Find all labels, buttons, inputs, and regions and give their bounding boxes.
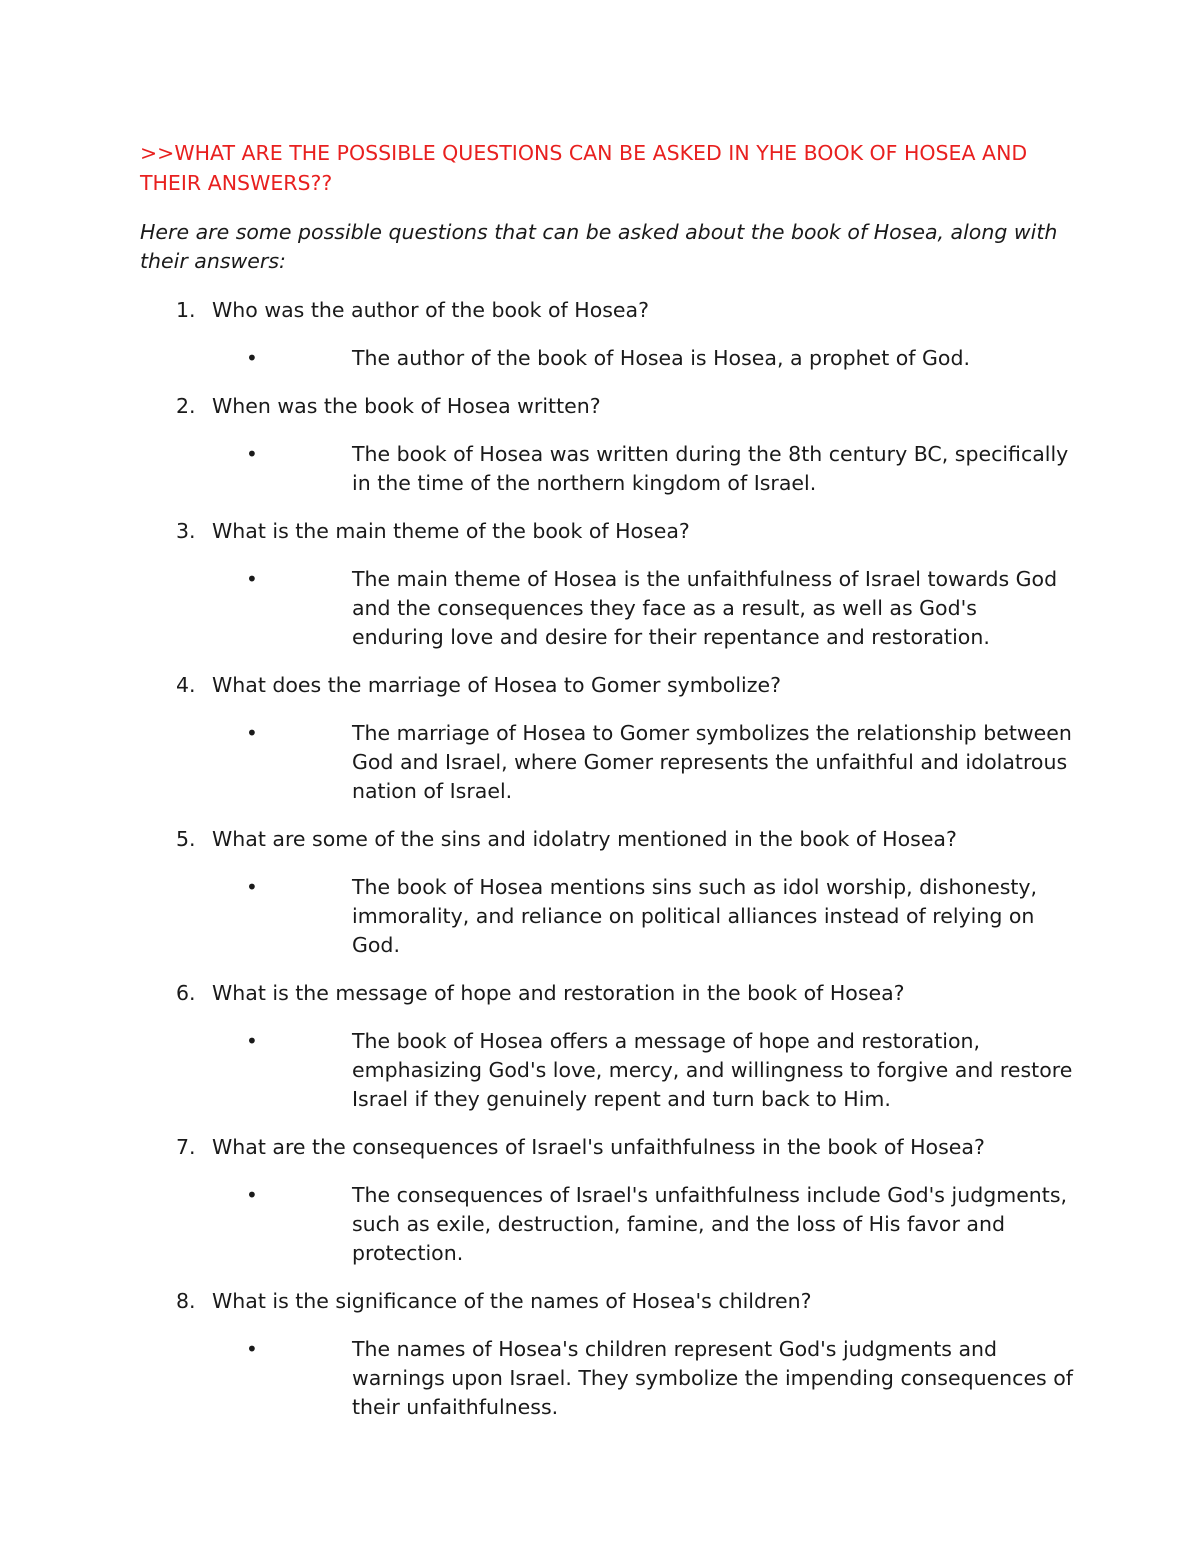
answer-body bbox=[210, 565, 1075, 652]
list-item bbox=[140, 517, 1075, 652]
bullet-icon: • bbox=[246, 1029, 258, 1053]
question-number: 1. bbox=[176, 298, 196, 322]
document-page bbox=[140, 138, 1075, 1441]
answer-body bbox=[210, 1027, 1075, 1114]
answer-body bbox=[210, 440, 1075, 498]
answer-item bbox=[140, 344, 1075, 373]
list-item bbox=[140, 1133, 1075, 1268]
bullet-icon: • bbox=[246, 346, 258, 370]
answer-body bbox=[210, 719, 1075, 806]
list-item bbox=[140, 825, 1075, 960]
answer-item bbox=[140, 1335, 1075, 1422]
list-item bbox=[140, 1287, 1075, 1422]
question-text: What are the consequences of Israel's unfaithfulness in the book of Hosea? bbox=[212, 1135, 985, 1159]
bullet-icon: • bbox=[246, 567, 258, 591]
question-text: When was the book of Hosea written? bbox=[212, 394, 601, 418]
answer-body bbox=[210, 1335, 1075, 1422]
question-number: 4. bbox=[176, 673, 196, 697]
question-text: What does the marriage of Hosea to Gomer symbolize? bbox=[212, 673, 781, 697]
answer-text: The book of Hosea mentions sins such as idol worship, dishonesty, immorality, and reliance on political alliances instead of relying on God. bbox=[352, 875, 1038, 957]
answer-text: The book of Hosea was written during the 8th century BC, specifically in the time of the northern kingdom of Israel. bbox=[352, 442, 1069, 495]
answer-item bbox=[140, 873, 1075, 960]
answer-text: The names of Hosea's children represent God's judgments and warnings upon Israel. They symbolize the impending consequences of their unfaithfulness. bbox=[352, 1337, 1074, 1419]
list-item bbox=[140, 671, 1075, 806]
question-list bbox=[140, 296, 1075, 1422]
bullet-icon: • bbox=[246, 1183, 258, 1207]
question-text: What is the significance of the names of Hosea's children? bbox=[212, 1289, 812, 1313]
question-number: 6. bbox=[176, 981, 196, 1005]
question-text: Who was the author of the book of Hosea? bbox=[212, 298, 649, 322]
answer-text: The consequences of Israel's unfaithfulness include God's judgments, such as exile, destruction, famine, and the loss of His favor and protection. bbox=[352, 1183, 1068, 1265]
question-number: 3. bbox=[176, 519, 196, 543]
page-title: >>WHAT ARE THE POSSIBLE QUESTIONS CAN BE ASKED IN YHE BOOK OF HOSEA AND THEIR ANSWERS?? bbox=[140, 141, 1028, 195]
question-text: What are some of the sins and idolatry mentioned in the book of Hosea? bbox=[212, 827, 957, 851]
answer-item bbox=[140, 565, 1075, 652]
bullet-icon: • bbox=[246, 875, 258, 899]
bullet-icon: • bbox=[246, 1337, 258, 1361]
list-item bbox=[140, 392, 1075, 498]
answer-text: The book of Hosea offers a message of hope and restoration, emphasizing God's love, mercy, and willingness to forgive and restore Israel if they genuinely repent and turn back to Him. bbox=[352, 1029, 1073, 1111]
answer-item bbox=[140, 1181, 1075, 1268]
question-number: 7. bbox=[176, 1135, 196, 1159]
list-item bbox=[140, 296, 1075, 373]
answer-item bbox=[140, 440, 1075, 498]
question-text: What is the main theme of the book of Hosea? bbox=[212, 519, 690, 543]
question-number: 5. bbox=[176, 827, 196, 851]
bullet-icon: • bbox=[246, 721, 258, 745]
answer-text: The marriage of Hosea to Gomer symbolizes the relationship between God and Israel, where Gomer represents the unfaithful and idolatrous nation of Israel. bbox=[352, 721, 1072, 803]
answer-item bbox=[140, 719, 1075, 806]
question-number: 2. bbox=[176, 394, 196, 418]
answer-item bbox=[140, 1027, 1075, 1114]
answer-text: The author of the book of Hosea is Hosea, a prophet of God. bbox=[352, 346, 970, 370]
answer-body bbox=[210, 344, 1075, 373]
answer-body bbox=[210, 1181, 1075, 1268]
question-text: What is the message of hope and restoration in the book of Hosea? bbox=[212, 981, 905, 1005]
answer-text: The main theme of Hosea is the unfaithfulness of Israel towards God and the consequences they face as a result, as well as God's enduring love and desire for their repentance and restoration. bbox=[352, 567, 1058, 649]
bullet-icon: • bbox=[246, 442, 258, 466]
question-number: 8. bbox=[176, 1289, 196, 1313]
answer-body bbox=[210, 873, 1075, 960]
intro-paragraph: Here are some possible questions that can be asked about the book of Hosea, along with their answers: bbox=[140, 220, 1058, 273]
list-item bbox=[140, 979, 1075, 1114]
